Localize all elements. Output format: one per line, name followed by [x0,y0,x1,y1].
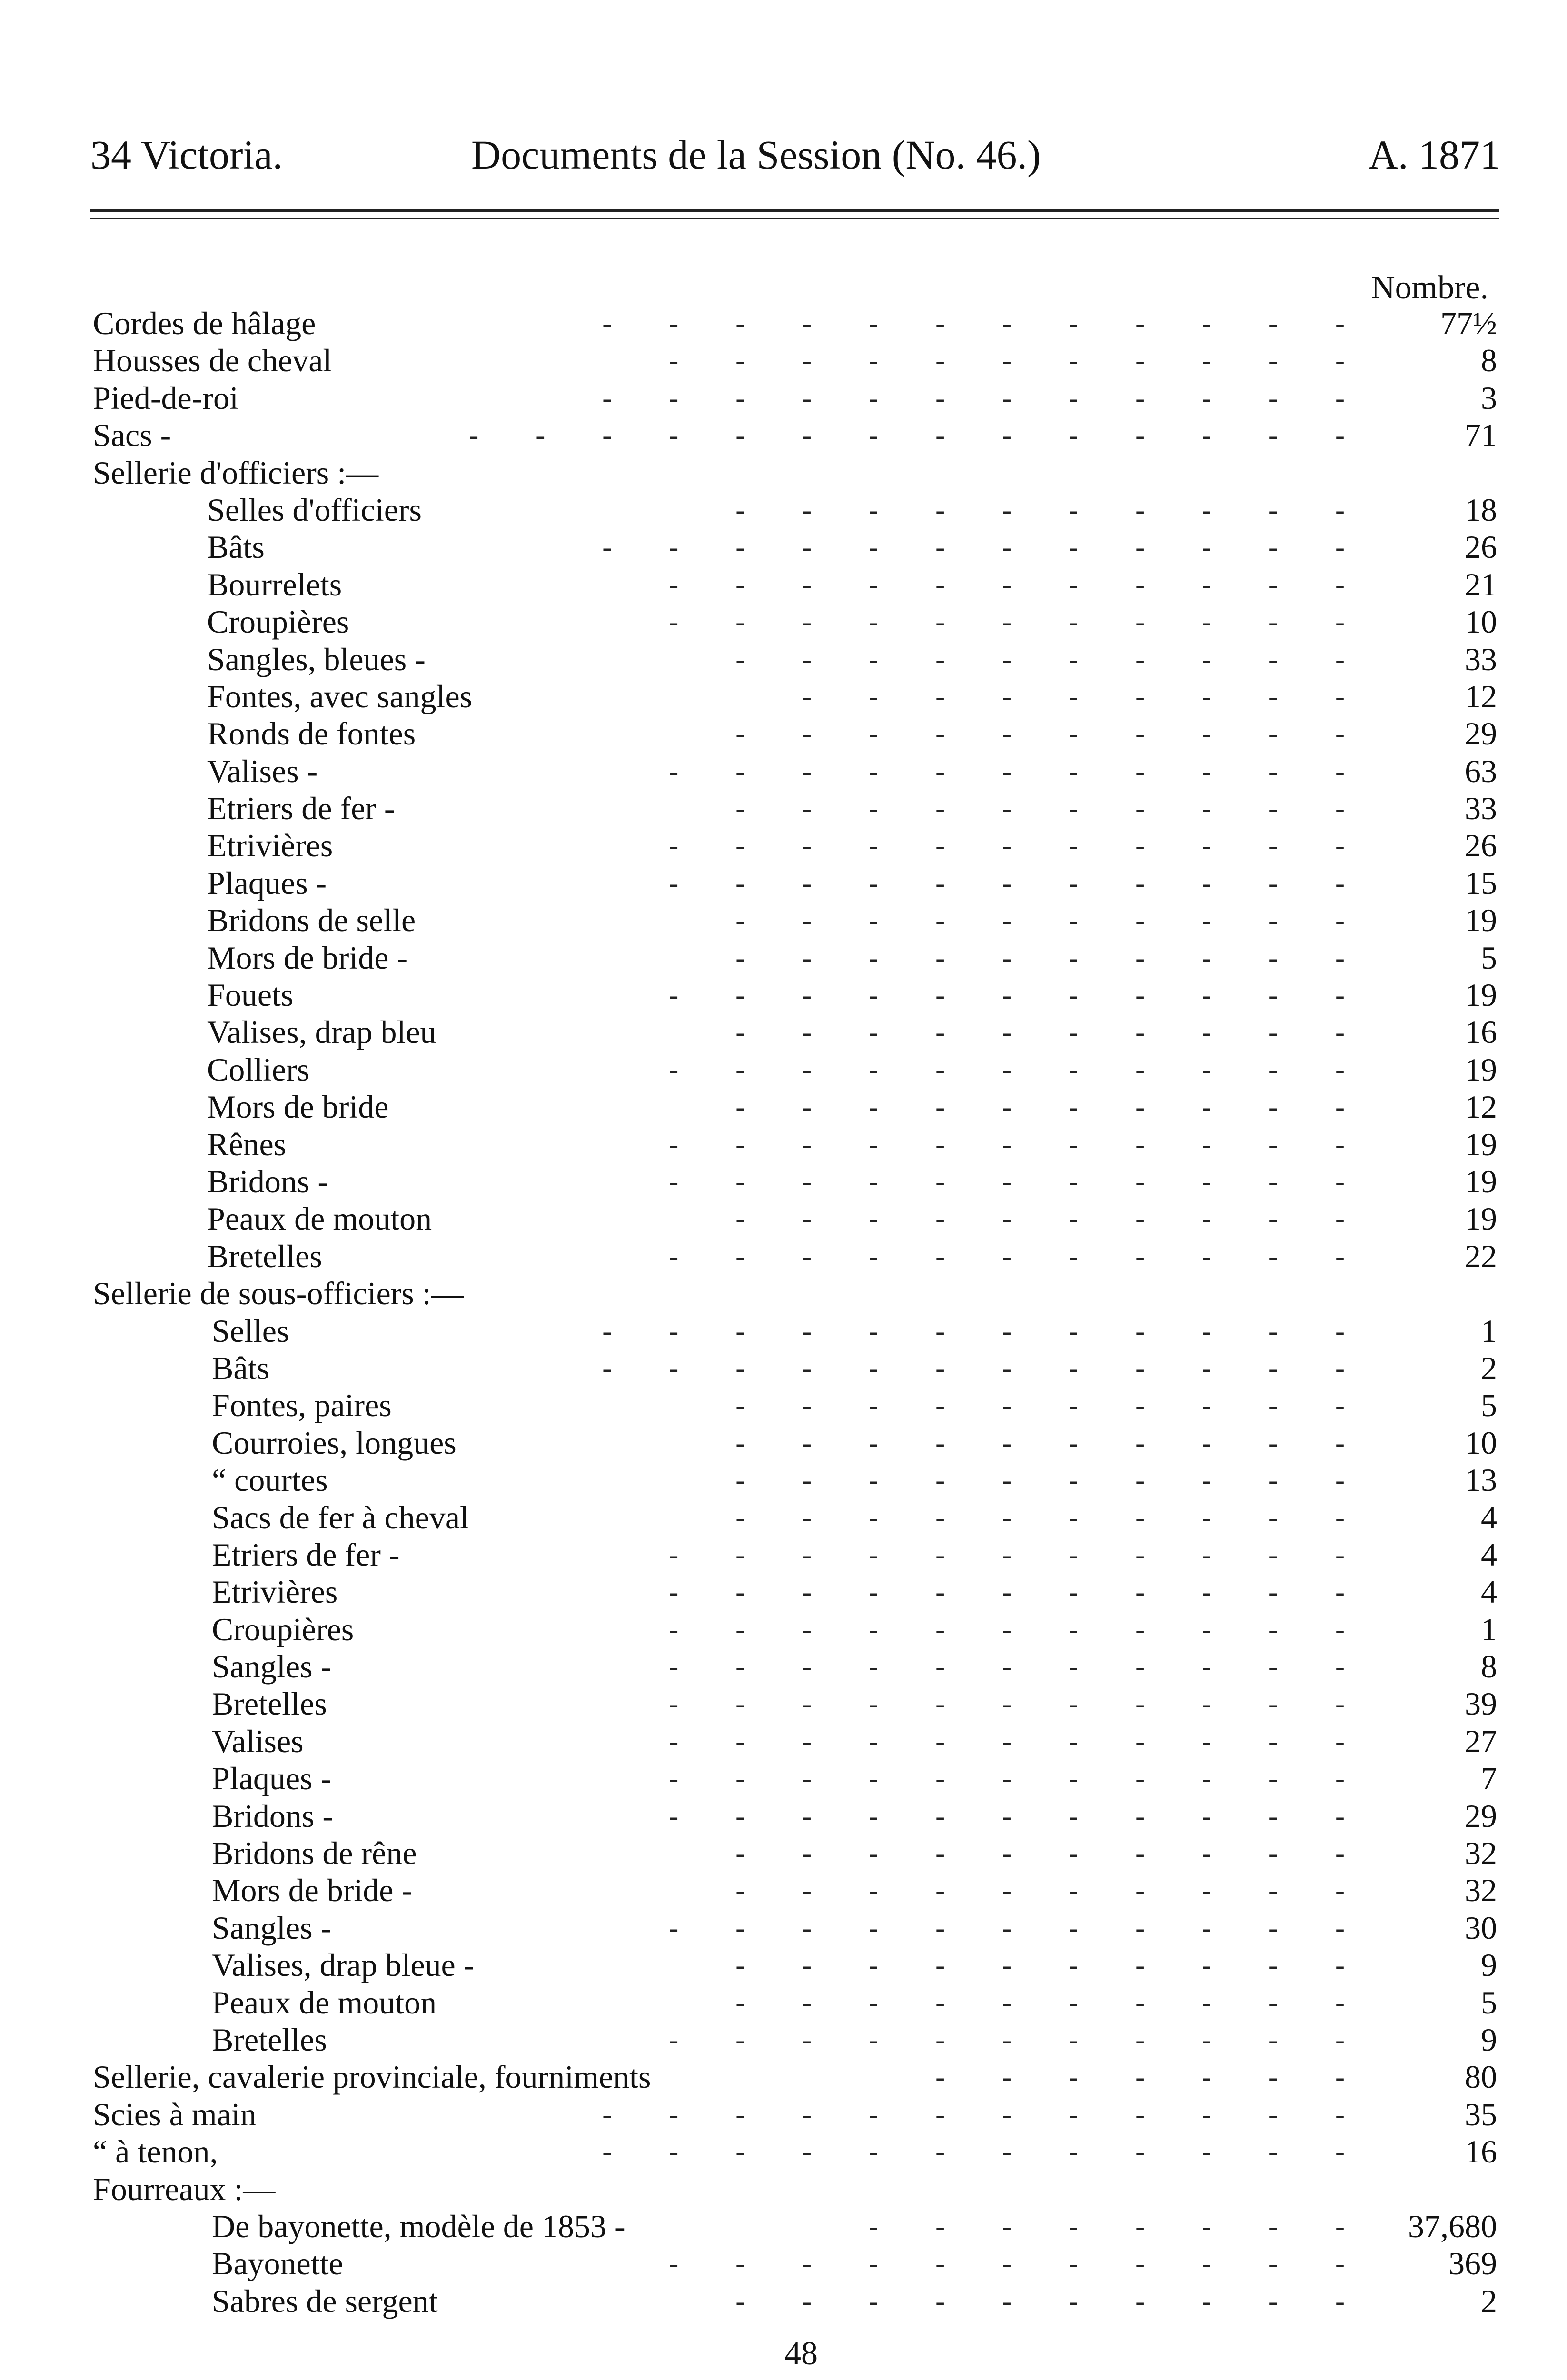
column-header: Nombre. [1371,269,1488,306]
leader-dashes: - - - - - - - - - - - [669,1763,1345,1795]
list-item [93,2058,1497,2095]
item-value: 19 [1465,1163,1497,1200]
leader-dashes: - - - - - - - - - - - - [602,382,1345,414]
item-label: Mors de bride [207,1089,389,1125]
item-label: Croupières [207,604,349,640]
list-item [93,939,1497,976]
item-value: 1 [1481,1312,1497,1349]
item-label: Etrivières [207,827,333,864]
list-item [93,379,1497,416]
list-item [93,1872,1497,1909]
list-item [93,1536,1497,1573]
leader-dashes: - - - - - - - - - - [735,1986,1345,2018]
item-value: 19 [1465,1126,1497,1162]
item-value: 77½ [1440,305,1497,341]
list-item [93,1275,1497,1312]
item-value: 19 [1465,1200,1497,1237]
item-value: 4 [1481,1536,1497,1573]
item-value: 3 [1481,379,1497,416]
list-item [93,1349,1497,1387]
item-value: 26 [1465,529,1497,565]
leader-dashes: - - - - - - - - - - - [669,1576,1345,1608]
item-label: Bridons de rêne [212,1835,417,1872]
list-item [93,491,1497,528]
leader-dashes: - - - - - - - - - - - [669,2023,1345,2055]
list-item [93,641,1497,678]
leader-dashes: - - - - - - - - - - - - [602,1315,1345,1347]
list-item [93,1611,1497,1648]
item-value: 2 [1481,1349,1497,1386]
leader-dashes: - - - - - - - - - - - [669,568,1345,600]
list-item [93,1946,1497,1983]
leader-dashes: - - - - - - - - - - [735,494,1345,526]
item-value: 18 [1465,491,1497,528]
list-item [93,1163,1497,1200]
item-label: Peaux de mouton [212,1984,437,2021]
item-label: Bridons - [207,1163,328,1200]
leader-dashes: - - - - - - - - - - - [669,1613,1345,1645]
item-value: 5 [1481,939,1497,976]
header-right: A. 1871 [1368,132,1500,178]
leader-dashes: - - - - - - - - - - - [669,867,1345,899]
item-value: 32 [1465,1835,1497,1872]
list-item [93,1984,1497,2021]
item-label: Sellerie, cavalerie provinciale, fourniments [93,2059,651,2095]
item-label: Sangles - [212,1909,332,1946]
item-label: Mors de bride - [212,1872,413,1909]
leader-dashes: - - - - - - - - - - - [669,1538,1345,1570]
item-value: 27 [1465,1723,1497,1759]
item-label: Courroies, longues [212,1424,456,1461]
item-label: Plaques - [212,1760,332,1797]
item-value: 4 [1481,1574,1497,1610]
leader-dashes: - - - - - - - - - - [735,1464,1345,1496]
item-value: 369 [1448,2245,1497,2282]
item-label: Selles [212,1312,289,1349]
item-label: Fouets [207,977,294,1013]
item-value: 16 [1465,1014,1497,1051]
item-label: Croupières [212,1611,354,1647]
item-value: 8 [1481,342,1497,379]
list-item [93,1648,1497,1685]
item-label: Etrivières [212,1574,338,1610]
item-label: Plaques - [207,864,327,901]
item-value: 12 [1465,678,1497,714]
list-item [93,1461,1497,1498]
item-label: Rênes [207,1126,287,1162]
item-label: Valises, drap bleu [207,1014,436,1051]
list-item [93,827,1497,864]
leader-dashes: - - - - - - - - - - - [669,1912,1345,1944]
list-item [93,528,1497,565]
leader-dashes: - - - - - - - - - - - [669,606,1345,638]
item-value: 8 [1481,1648,1497,1685]
leader-dashes: - - - - - - - - - - [735,1501,1345,1533]
leader-dashes: - - - - - - - - - - [735,1949,1345,1981]
item-label: Bretelles [212,2021,327,2058]
item-label: Valises - [207,753,318,789]
item-value: 2 [1481,2282,1497,2319]
item-label: Mors de bride - [207,939,408,976]
leader-dashes: - - - - - - - - - - - [669,345,1345,377]
leader-dashes: - - - - - - - - - - - [669,755,1345,787]
list-item [93,2208,1497,2245]
list-item [93,1723,1497,1760]
item-label: Valises, drap bleue - [212,1947,475,1983]
item-label: Bâts [212,1349,269,1386]
item-label: Sacs - [93,417,171,454]
item-value: 13 [1465,1462,1497,1498]
list-item [93,416,1497,454]
list-item [93,976,1497,1013]
list-item [93,2021,1497,2058]
leader-dashes: - - - - - - - - - - - - [602,531,1345,563]
list-item [93,1126,1497,1163]
item-label: Bayonette [212,2245,343,2282]
header-center: Documents de la Session (No. 46.) [471,132,1041,178]
header-rule-thin [90,218,1499,219]
leader-dashes: - - - - - - - - - - - - [602,2136,1345,2168]
item-label: Colliers [207,1051,310,1088]
list-item [93,2133,1497,2170]
item-value: 32 [1465,1872,1497,1909]
list-item [93,1685,1497,1722]
item-label: Etriers de fer - [212,1536,400,1573]
list-item [93,2096,1497,2133]
item-value: 33 [1465,790,1497,827]
leader-dashes: - - - - - - - - - - - - [602,2098,1345,2130]
item-label: Sangles, bleues - [207,641,426,677]
leader-dashes: - - - - - - - - - - [735,1016,1345,1048]
list-item [93,753,1497,790]
item-value: 19 [1465,902,1497,939]
list-item [93,1051,1497,1088]
leader-dashes: - - - - - - - - - - - [669,1053,1345,1085]
item-label: Etriers de fer - [207,790,395,827]
leader-dashes: - - - - - - - [935,2061,1345,2093]
leader-dashes: - - - - - - - - - - - - - - [469,419,1345,451]
item-label: Scies à main [93,2096,257,2132]
item-value: 35 [1465,2096,1497,2132]
leader-dashes: - - - - - - - - - - [735,793,1345,824]
leader-dashes: - - - - - - - - - - [735,904,1345,936]
header-rule-thick [90,209,1499,212]
list-item [93,342,1497,379]
item-label: Sacs de fer à cheval [212,1499,469,1536]
list-item [93,2171,1497,2208]
item-label: Selles d'officiers [207,491,422,528]
item-label: Sellerie de sous-officiers :— [93,1275,464,1312]
item-value: 1 [1481,1611,1497,1647]
item-value: 12 [1465,1089,1497,1125]
list-item [93,864,1497,902]
item-value: 80 [1465,2059,1497,2095]
item-label: “ à tenon, [93,2133,218,2170]
list-item [93,1573,1497,1610]
leader-dashes: - - - - - - - - - - [735,2285,1345,2317]
item-value: 26 [1465,827,1497,864]
leader-dashes: - - - - - - - - - - [735,1389,1345,1421]
item-label: Valises [212,1723,304,1759]
item-label: Sabres de sergent [212,2282,438,2319]
item-label: Bridons de selle [207,902,416,939]
list-item [93,1013,1497,1051]
list-item [93,2245,1497,2282]
item-value: 10 [1465,604,1497,640]
leader-dashes: - - - - - - - - - - [735,1874,1345,1906]
item-value: 5 [1481,1984,1497,2021]
item-value: 29 [1465,1797,1497,1834]
list-item [93,603,1497,640]
item-value: 15 [1465,864,1497,901]
item-value: 30 [1465,1909,1497,1946]
list-item [93,1760,1497,1797]
item-label: Sellerie d'officiers :— [93,454,379,491]
leader-dashes: - - - - - - - - - - - [669,1688,1345,1720]
item-value: 16 [1465,2133,1497,2170]
item-label: Bâts [207,529,265,565]
leader-dashes: - - - - - - - - - - [735,643,1345,675]
item-label: De bayonette, modèle de 1853 - [212,2208,625,2244]
leader-dashes: - - - - - - - - - - - [669,1128,1345,1160]
list-item [93,1088,1497,1125]
list-item [93,1424,1497,1461]
item-value: 19 [1465,977,1497,1013]
list-item [93,454,1497,491]
list-item [93,1797,1497,1835]
leader-dashes: - - - - - - - - - - - [669,2248,1345,2280]
item-label: Pied-de-roi [93,379,238,416]
item-label: Bourrelets [207,566,342,603]
leader-dashes: - - - - - - - - - - - - [602,307,1345,339]
item-value: 22 [1465,1238,1497,1274]
leader-dashes: - - - - - - - - - - - [669,1165,1345,1197]
leader-dashes: - - - - - - - - - - - [669,830,1345,862]
leader-dashes: - - - - - - - - - - - [669,1800,1345,1832]
item-value: 9 [1481,1947,1497,1983]
item-label: Bretelles [212,1686,327,1722]
list-item [93,2282,1497,2320]
list-item [93,902,1497,939]
inventory-list [93,305,1497,2320]
list-item [93,1835,1497,1872]
leader-dashes: - - - - - - - - - - - [669,1240,1345,1272]
item-value: 7 [1481,1760,1497,1797]
item-value: 37,680 [1408,2208,1497,2244]
leader-dashes: - - - - - - - - - - - - [602,1352,1345,1384]
leader-dashes: - - - - - - - - - - [735,1837,1345,1869]
item-label: “ courtes [212,1462,328,1498]
list-item [93,1387,1497,1424]
leader-dashes: - - - - - - - - - - - [669,979,1345,1011]
item-value: 71 [1465,417,1497,454]
leader-dashes: - - - - - - - - - - [735,1203,1345,1235]
list-item [93,305,1497,342]
list-item [93,1238,1497,1275]
header-left: 34 Victoria. [90,132,283,178]
leader-dashes: - - - - - - - - - - [735,1091,1345,1123]
leader-dashes: - - - - - - - - - - [735,1427,1345,1458]
item-value: 39 [1465,1686,1497,1722]
page-number: 48 [784,2335,818,2372]
list-item [93,1312,1497,1349]
list-item [93,790,1497,827]
item-label: Bridons - [212,1797,333,1834]
item-label: Fontes, avec sangles [207,678,473,714]
page-header [90,129,1500,181]
item-label: Bretelles [207,1238,322,1274]
leader-dashes: - - - - - - - - - - - [669,1725,1345,1757]
list-item [93,566,1497,603]
item-value: 21 [1465,566,1497,603]
list-item [93,678,1497,715]
item-label: Ronds de fontes [207,715,416,752]
item-value: 4 [1481,1499,1497,1536]
item-label: Fourreaux :— [93,2171,276,2207]
list-item [93,1499,1497,1536]
leader-dashes: - - - - - - - - [869,2210,1345,2242]
item-value: 5 [1481,1387,1497,1424]
item-label: Fontes, paires [212,1387,392,1424]
list-item [93,1909,1497,1946]
item-value: 10 [1465,1424,1497,1461]
list-item [93,715,1497,752]
item-value: 63 [1465,753,1497,789]
leader-dashes: - - - - - - - - - [802,680,1345,712]
item-value: 9 [1481,2021,1497,2058]
item-label: Sangles - [212,1648,332,1685]
item-value: 19 [1465,1051,1497,1088]
list-item [93,1200,1497,1237]
item-label: Peaux de mouton [207,1200,432,1237]
item-label: Cordes de hâlage [93,305,316,341]
item-label: Housses de cheval [93,342,332,379]
item-value: 33 [1465,641,1497,677]
item-value: 29 [1465,715,1497,752]
leader-dashes: - - - - - - - - - - [735,718,1345,750]
leader-dashes: - - - - - - - - - - [735,942,1345,973]
leader-dashes: - - - - - - - - - - - [669,1651,1345,1683]
